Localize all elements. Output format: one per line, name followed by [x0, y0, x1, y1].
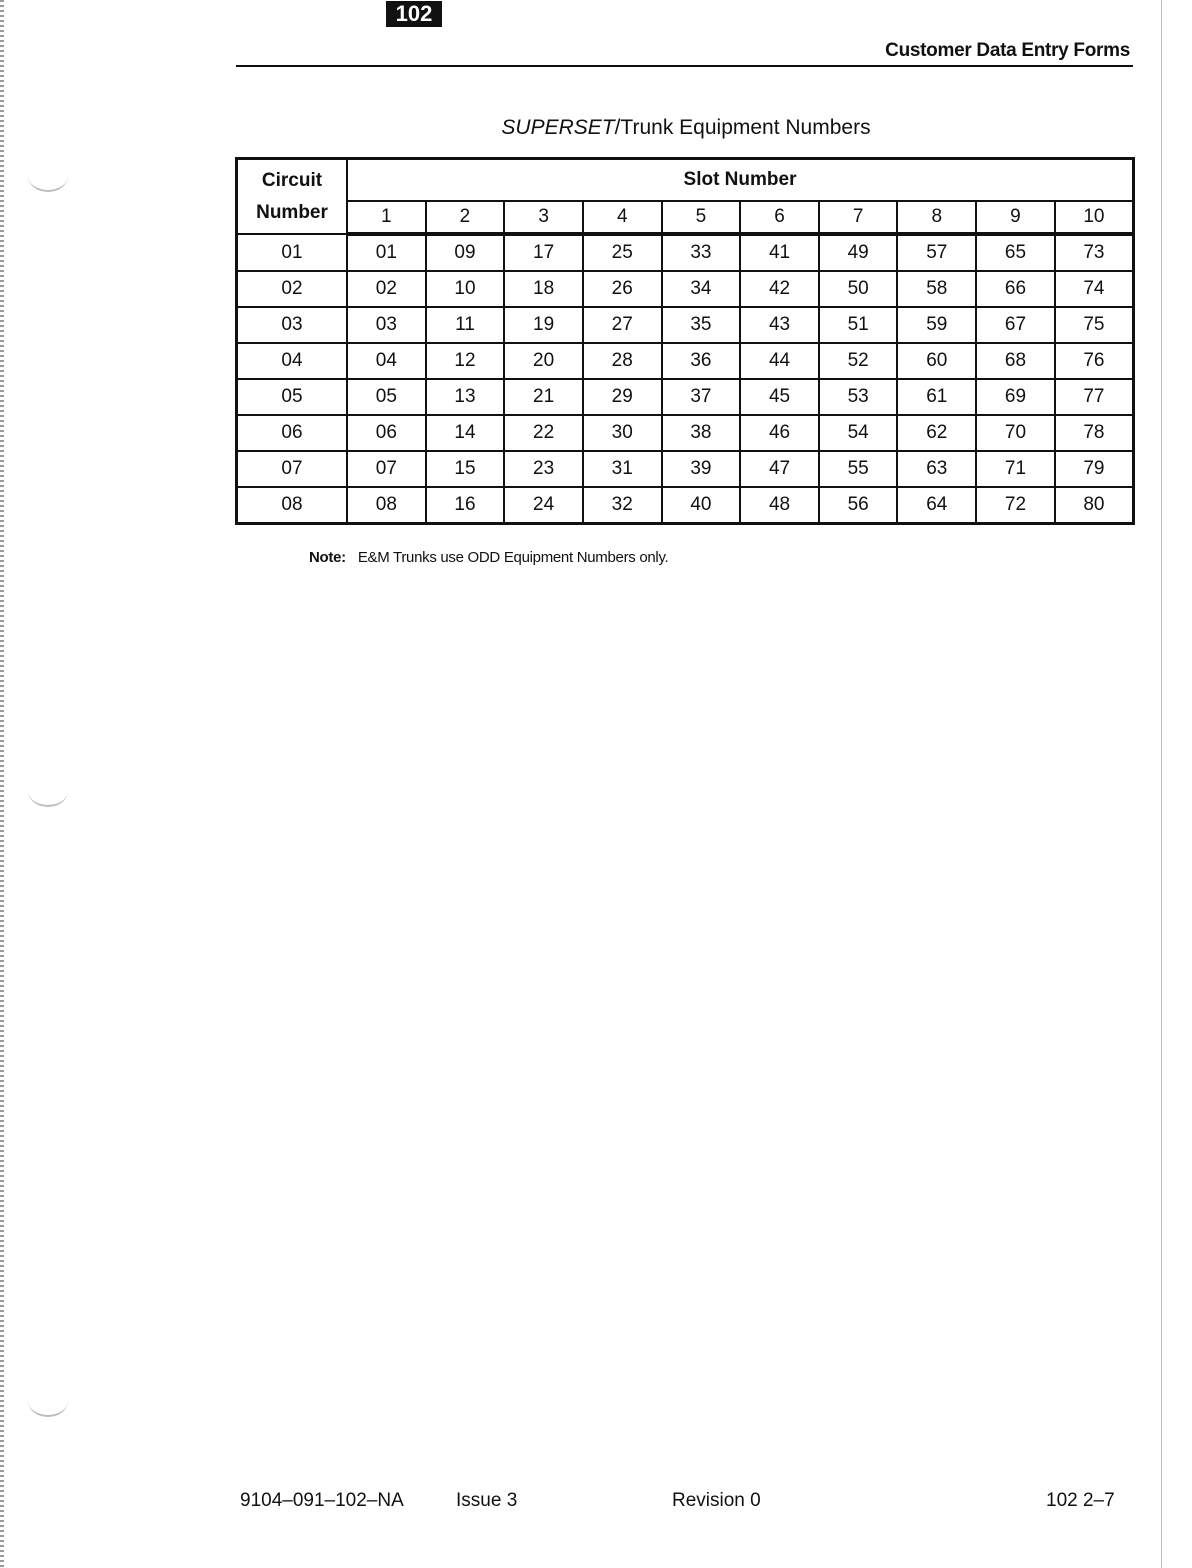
equipment-number-cell: 39: [662, 451, 741, 487]
equipment-number-cell: 47: [740, 451, 819, 487]
equipment-number-cell: 62: [897, 415, 976, 451]
equipment-number-cell: 61: [897, 379, 976, 415]
table-body: [237, 234, 1134, 524]
punch-hole-mark: [28, 160, 68, 192]
circuit-number-cell: 06: [237, 415, 348, 451]
equipment-number-cell: 09: [426, 234, 505, 271]
table-row: [237, 415, 1134, 451]
equipment-number-cell: 49: [819, 234, 898, 271]
circuit-number-cell: 01: [237, 234, 348, 271]
equipment-number-cell: 42: [740, 271, 819, 307]
table-row: [237, 487, 1134, 524]
equipment-number-cell: 27: [583, 307, 662, 343]
equipment-number-cell: 28: [583, 343, 662, 379]
circuit-number-cell: 07: [237, 451, 348, 487]
slot-number-header: Slot Number: [347, 159, 1134, 202]
note-text: E&M Trunks use ODD Equipment Numbers only.: [357, 549, 669, 566]
table-row: [237, 234, 1134, 271]
equipment-number-cell: 23: [504, 451, 583, 487]
equipment-number-cell: 34: [662, 271, 741, 307]
equipment-number-cell: 74: [1055, 271, 1134, 307]
equipment-number-cell: 69: [976, 379, 1055, 415]
equipment-number-cell: 43: [740, 307, 819, 343]
equipment-number-cell: 02: [347, 271, 426, 307]
equipment-number-cell: 65: [976, 234, 1055, 271]
equipment-number-cell: 06: [347, 415, 426, 451]
circuit-header-line2: Number: [256, 201, 328, 223]
equipment-number-cell: 63: [897, 451, 976, 487]
equipment-number-cell: 21: [504, 379, 583, 415]
slot-column-header: 9: [976, 201, 1055, 234]
equipment-number-cell: 46: [740, 415, 819, 451]
equipment-number-cell: 14: [426, 415, 505, 451]
equipment-number-cell: 31: [583, 451, 662, 487]
circuit-number-cell: 05: [237, 379, 348, 415]
punch-hole-mark: [28, 1385, 68, 1417]
equipment-number-cell: 29: [583, 379, 662, 415]
equipment-number-cell: 53: [819, 379, 898, 415]
table-title-italic: SUPERSET: [501, 116, 615, 139]
circuit-number-cell: 03: [237, 307, 348, 343]
equipment-number-cell: 51: [819, 307, 898, 343]
equipment-number-cell: 26: [583, 271, 662, 307]
footer-page-number: 102 2–7: [1046, 1490, 1115, 1511]
table-row: [237, 451, 1134, 487]
equipment-number-cell: 76: [1055, 343, 1134, 379]
table-row: [237, 379, 1134, 415]
equipment-number-cell: 04: [347, 343, 426, 379]
equipment-number-cell: 79: [1055, 451, 1134, 487]
equipment-number-cell: 80: [1055, 487, 1134, 524]
equipment-number-cell: 66: [976, 271, 1055, 307]
equipment-number-cell: 75: [1055, 307, 1134, 343]
equipment-number-cell: 35: [662, 307, 741, 343]
equipment-number-cell: 57: [897, 234, 976, 271]
equipment-number-cell: 67: [976, 307, 1055, 343]
equipment-number-cell: 41: [740, 234, 819, 271]
circuit-number-cell: 08: [237, 487, 348, 524]
equipment-number-cell: 70: [976, 415, 1055, 451]
table-row: [237, 343, 1134, 379]
slot-column-header: 5: [662, 201, 741, 234]
equipment-number-cell: 77: [1055, 379, 1134, 415]
equipment-number-cell: 54: [819, 415, 898, 451]
equipment-number-cell: 16: [426, 487, 505, 524]
equipment-number-cell: 58: [897, 271, 976, 307]
note-label: Note:: [309, 549, 346, 566]
slot-column-header: 2: [426, 201, 505, 234]
equipment-number-cell: 52: [819, 343, 898, 379]
equipment-number-cell: 10: [426, 271, 505, 307]
equipment-number-cell: 38: [662, 415, 741, 451]
equipment-number-cell: 17: [504, 234, 583, 271]
equipment-number-cell: 37: [662, 379, 741, 415]
equipment-number-cell: 18: [504, 271, 583, 307]
footer-issue: Issue 3: [456, 1490, 518, 1511]
equipment-number-cell: 12: [426, 343, 505, 379]
equipment-number-cell: 72: [976, 487, 1055, 524]
slot-column-header: 1: [347, 201, 426, 234]
equipment-number-cell: 40: [662, 487, 741, 524]
equipment-number-cell: 20: [504, 343, 583, 379]
equipment-number-cell: 56: [819, 487, 898, 524]
equipment-number-cell: 36: [662, 343, 741, 379]
equipment-number-cell: 19: [504, 307, 583, 343]
slot-column-header: 10: [1055, 201, 1134, 234]
equipment-number-cell: 15: [426, 451, 505, 487]
slot-column-headers: [237, 201, 1134, 234]
equipment-number-cell: 07: [347, 451, 426, 487]
equipment-number-cell: 03: [347, 307, 426, 343]
equipment-number-cell: 44: [740, 343, 819, 379]
equipment-number-cell: 48: [740, 487, 819, 524]
equipment-number-cell: 71: [976, 451, 1055, 487]
section-title: Customer Data Entry Forms: [885, 40, 1130, 61]
equipment-number-cell: 13: [426, 379, 505, 415]
slot-column-header: 6: [740, 201, 819, 234]
note: [309, 549, 668, 566]
equipment-number-cell: 30: [583, 415, 662, 451]
equipment-number-cell: 59: [897, 307, 976, 343]
circuit-header-line1: Circuit: [261, 169, 323, 191]
equipment-number-cell: 08: [347, 487, 426, 524]
equipment-number-cell: 11: [426, 307, 505, 343]
equipment-number-cell: 73: [1055, 234, 1134, 271]
equipment-numbers-table: [235, 157, 1135, 525]
equipment-number-cell: 64: [897, 487, 976, 524]
table-title: [236, 116, 1136, 140]
table-row: [237, 307, 1134, 343]
equipment-number-cell: 01: [347, 234, 426, 271]
equipment-number-cell: 24: [504, 487, 583, 524]
equipment-number-cell: 32: [583, 487, 662, 524]
equipment-number-cell: 55: [819, 451, 898, 487]
punch-hole-mark: [28, 775, 68, 807]
equipment-number-cell: 25: [583, 234, 662, 271]
equipment-number-cell: 05: [347, 379, 426, 415]
footer-doc-number: 9104–091–102–NA: [240, 1490, 404, 1511]
circuit-number-cell: 02: [237, 271, 348, 307]
slot-column-header: 8: [897, 201, 976, 234]
section-tab-badge: 102: [386, 1, 442, 27]
table-row: [237, 271, 1134, 307]
equipment-number-cell: 45: [740, 379, 819, 415]
scan-edge: [0, 0, 4, 1568]
equipment-number-cell: 50: [819, 271, 898, 307]
equipment-number-cell: 60: [897, 343, 976, 379]
footer-revision: Revision 0: [672, 1490, 761, 1511]
slot-column-header: 7: [819, 201, 898, 234]
equipment-number-cell: 33: [662, 234, 741, 271]
slot-column-header: 4: [583, 201, 662, 234]
equipment-number-cell: 78: [1055, 415, 1134, 451]
circuit-number-cell: 04: [237, 343, 348, 379]
page-edge: [1161, 0, 1162, 1568]
equipment-number-cell: 68: [976, 343, 1055, 379]
header-rule: [236, 65, 1133, 67]
table-title-rest: /Trunk Equipment Numbers: [614, 116, 871, 139]
equipment-number-cell: 22: [504, 415, 583, 451]
slot-column-header: 3: [504, 201, 583, 234]
circuit-number-header: [237, 159, 348, 235]
